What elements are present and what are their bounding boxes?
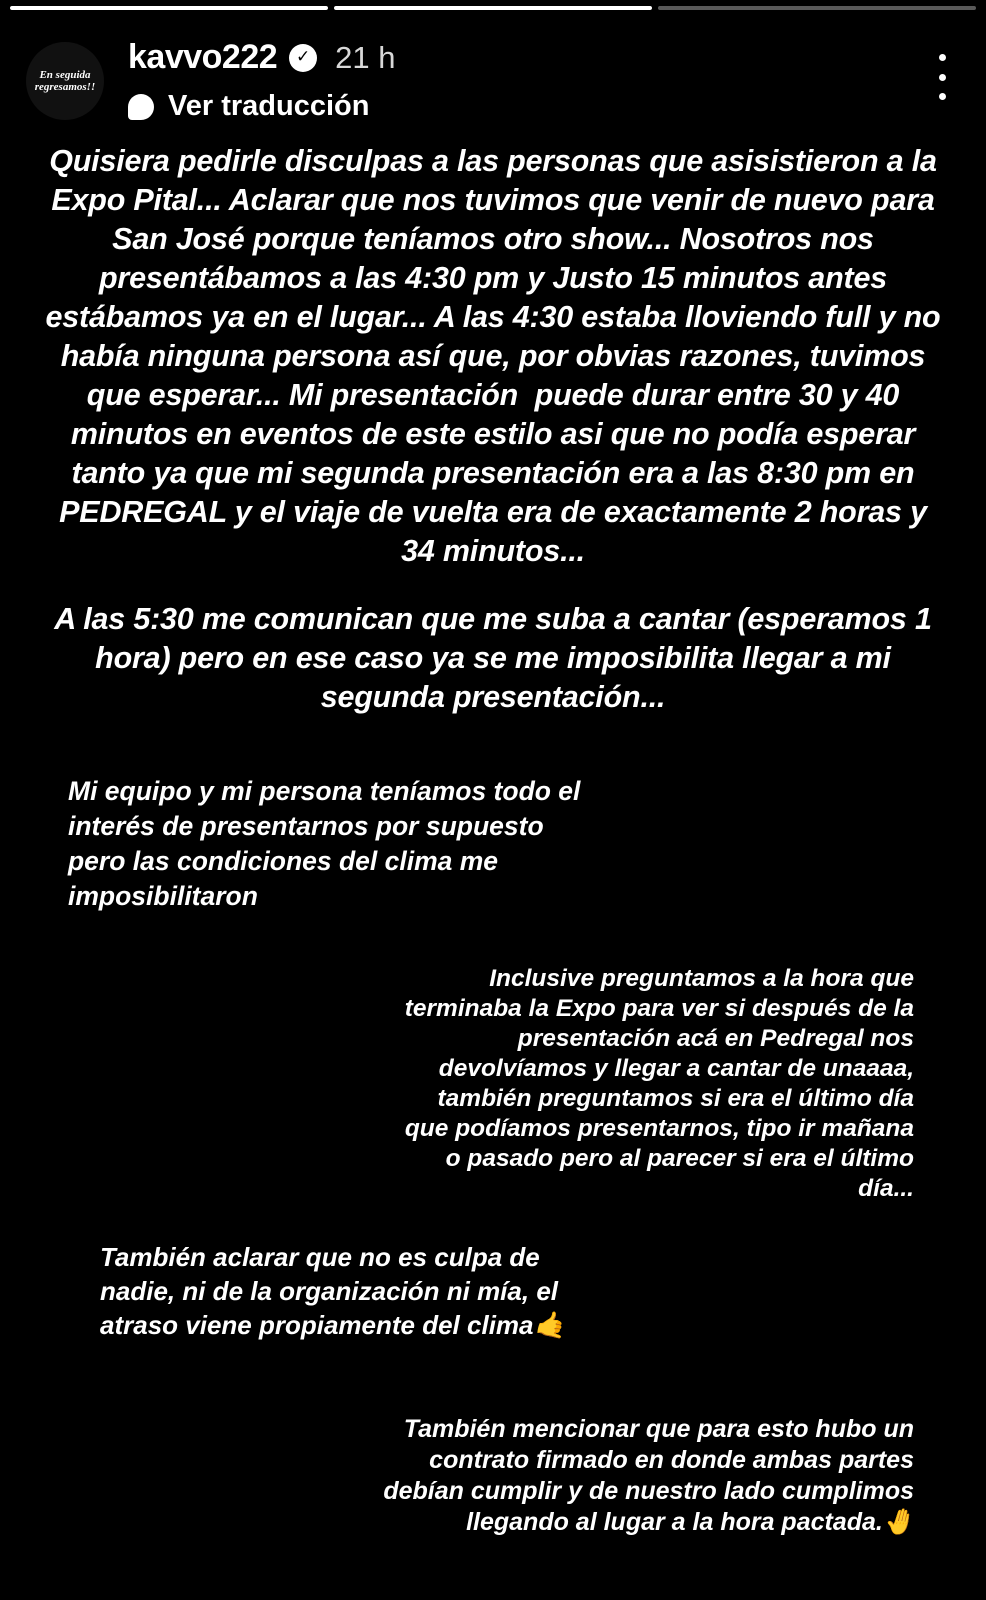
speech-bubble-icon bbox=[128, 94, 154, 120]
dot-icon bbox=[939, 93, 946, 100]
story-progress-bars bbox=[10, 6, 976, 10]
verified-badge-icon: ✓ bbox=[289, 44, 317, 72]
story-text-container bbox=[0, 126, 986, 1600]
story-progress-segment[interactable] bbox=[658, 6, 976, 10]
story-text-block-apology: Quisiera pedirle disculpas a las personas que asisistieron a la Expo Pital... Aclarar que nos tuvimos que venir de nuevo para San José porque teníamos otro show... Nosotros nos presentábamos a las 4:30 pm y Justo 15 minutos antes estábamos ya en el lugar... A las 4:30 estaba lloviendo full y no había ninguna persona así que, por obvias razones, tuvimos que esperar... Mi presentación puede durar entre 30 y 40 minutos en eventos de este estilo asi que no podía esperar tanto ya que mi segunda presentación era a las 8:30 pm en PEDREGAL y el viaje de vuelta era de exactamente 2 horas y 34 minutos... bbox=[45, 144, 949, 568]
username[interactable]: kavvo222 bbox=[128, 38, 278, 76]
dot-icon bbox=[939, 74, 946, 81]
avatar-label: En seguida regresamos!! bbox=[34, 69, 96, 93]
avatar[interactable] bbox=[26, 42, 104, 120]
story-text-block-team: Mi equipo y mi persona teníamos todo el interés de presentarnos por supuesto pero las condiciones del clima me imposibilitaron bbox=[68, 776, 588, 911]
story-timestamp: 21 h bbox=[335, 39, 396, 75]
see-translation-label: Ver traducción bbox=[168, 90, 370, 122]
more-options-button[interactable] bbox=[922, 50, 962, 104]
see-translation-button[interactable] bbox=[128, 90, 369, 123]
story-text-block-inclusive: Inclusive preguntamos a la hora que terminaba la Expo para ver si después de la presentación acá en Pedregal nos devolvíamos y llegar a cantar de unaaaa, también preguntamos si era el último día que podíamos presentarnos, tipo ir mañana o pasado pero al parecer si era el último día... bbox=[404, 965, 921, 1202]
story-text-block-contract: También mencionar que para esto hubo un contrato firmado en donde ambas partes debían cumplir y de nuestro lado cumplimos llegando al lugar a la hora pactada.🤚 bbox=[383, 1415, 921, 1536]
story-header bbox=[0, 18, 986, 122]
story-progress-segment[interactable] bbox=[334, 6, 652, 10]
story-text-block-blame: También aclarar que no es culpa de nadie, ni de la organización ni mía, el atraso viene propiamente del clima🤙 bbox=[100, 1242, 566, 1340]
username-row[interactable] bbox=[128, 38, 395, 77]
story-text-block-schedule: A las 5:30 me comunican que me suba a cantar (esperamos 1 hora) pero en ese caso ya se me imposibilita llegar a mi segunda presentación... bbox=[54, 602, 940, 714]
story-progress-segment[interactable] bbox=[10, 6, 328, 10]
dot-icon bbox=[939, 54, 946, 61]
